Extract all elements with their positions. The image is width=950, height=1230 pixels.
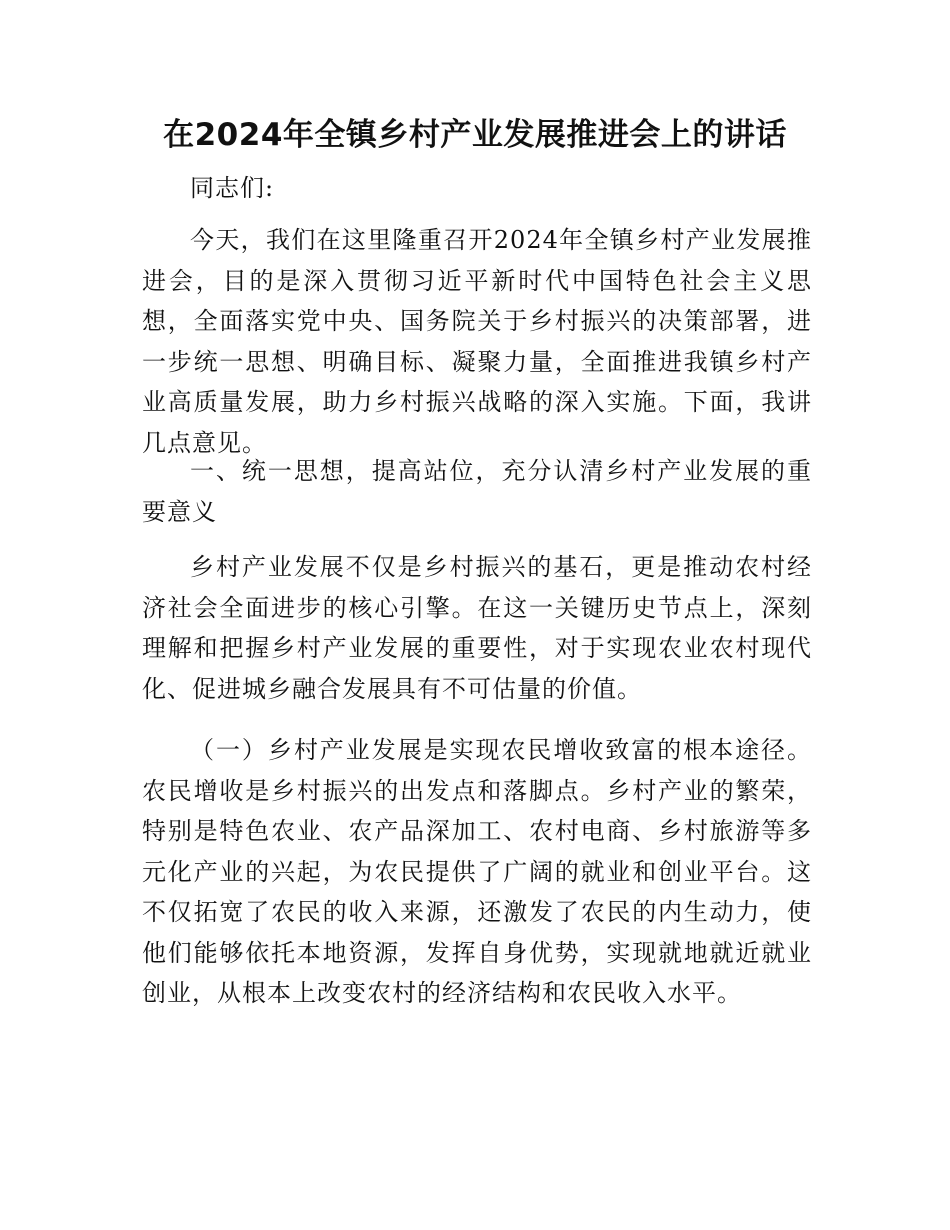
section-heading-1: 一、统一思想，提高站位，充分认清乡村产业发展的重要意义 [142, 457, 812, 526]
section-1-paragraph: 乡村产业发展不仅是乡村振兴的基石，更是推动农村经济社会全面进步的核心引擎。在这一关键历史节点上，深刻理解和把握乡村产业发展的重要性，对于实现农业农村现代化、促进城乡融合发展具有不可估量的价值。 [142, 553, 812, 703]
intro-paragraph: 今天，我们在这里隆重召开2024年全镇乡村产业发展推进会，目的是深入贯彻习近平新时代中国特色社会主义思想，全面落实党中央、国务院关于乡村振兴的决策部署，进一步统一思想、明确目标、凝聚力量，全面推进我镇乡村产业高质量发展，助力乡村振兴战略的深入实施。下面，我讲几点意见。 [142, 226, 812, 457]
subsection-1-paragraph: （一）乡村产业发展是实现农民增收致富的根本途径。农民增收是乡村振兴的出发点和落脚点。乡村产业的繁荣，特别是特色农业、农产品深加工、农村电商、乡村旅游等多元化产业的兴起，为农民提供了广阔的就业和创业平台。这不仅拓宽了农民的收入来源，还激发了农民的内生动力，使他们能够依托本地资源，发挥自身优势，实现就地就近就业创业，从根本上改变农村的经济结构和农民收入水平。 [142, 736, 812, 1007]
salutation: 同志们: [190, 174, 275, 202]
document-title: 在2024年全镇乡村产业发展推进会上的讲话 [163, 117, 787, 153]
